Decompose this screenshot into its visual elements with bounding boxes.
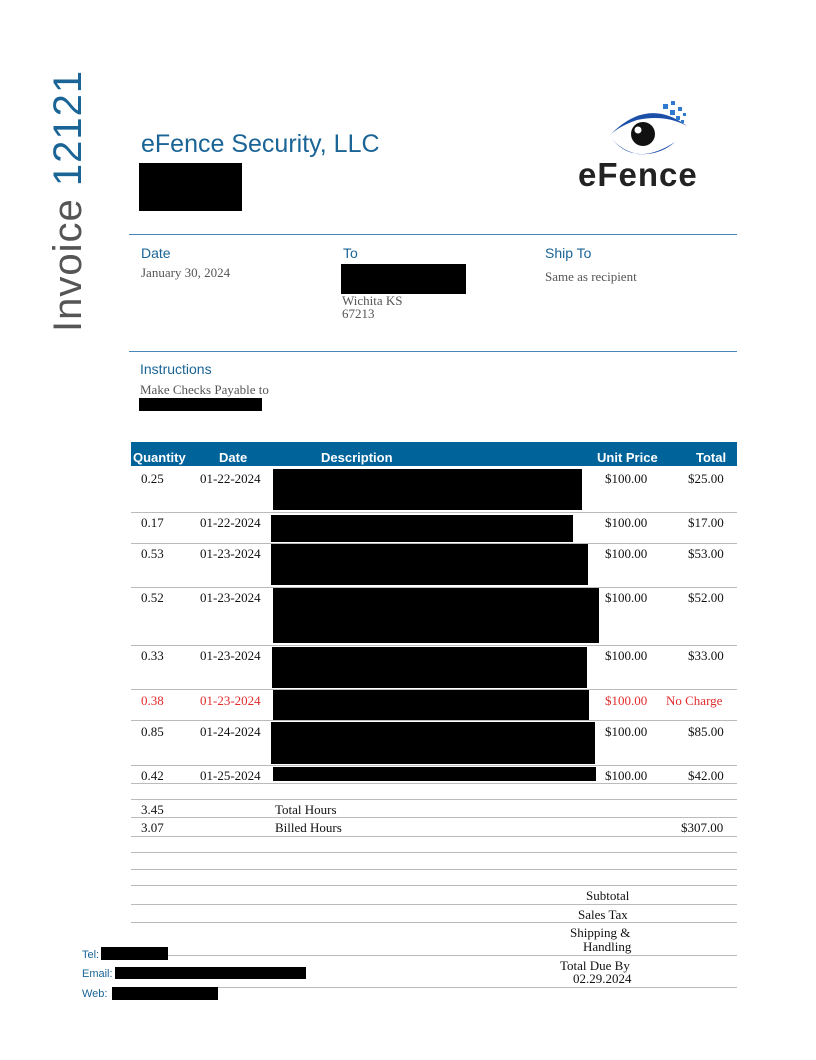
header-description: Description bbox=[321, 450, 393, 465]
row-qty: 0.42 bbox=[141, 768, 164, 783]
row-qty: 0.33 bbox=[141, 648, 164, 663]
billed-hours-total: $307.00 bbox=[681, 820, 724, 835]
redacted-description bbox=[271, 544, 588, 585]
row-qty: 0.38 bbox=[141, 693, 164, 708]
row-qty: 0.85 bbox=[141, 724, 164, 739]
row-date: 01-22-2024 bbox=[200, 471, 261, 486]
row-date: 01-23-2024 bbox=[200, 693, 261, 708]
email-label: Email: bbox=[82, 968, 113, 980]
row-separator bbox=[131, 904, 737, 905]
row-price: $100.00 bbox=[605, 724, 648, 739]
total-due-label: Total Due By bbox=[560, 958, 630, 973]
row-price: $100.00 bbox=[605, 590, 648, 605]
row-total: $25.00 bbox=[688, 471, 724, 486]
web-label: Web: bbox=[82, 988, 108, 1000]
row-total: $33.00 bbox=[688, 648, 724, 663]
subtotal-label: Subtotal bbox=[586, 888, 630, 903]
row-total: $53.00 bbox=[688, 546, 724, 561]
logo-text: eFence bbox=[578, 156, 698, 193]
redacted-description bbox=[273, 690, 589, 720]
row-separator bbox=[131, 512, 737, 513]
redacted-description bbox=[271, 722, 595, 764]
invoice-number: 12121 bbox=[46, 69, 90, 187]
row-price: $100.00 bbox=[605, 471, 648, 486]
header-unit-price: Unit Price bbox=[597, 450, 658, 465]
row-qty: 0.17 bbox=[141, 515, 164, 530]
row-qty: 0.52 bbox=[141, 590, 164, 605]
redacted-payee bbox=[139, 398, 262, 411]
instructions-text: Make Checks Payable to bbox=[140, 382, 269, 397]
ship-to-value: Same as recipient bbox=[545, 269, 637, 284]
row-total: $52.00 bbox=[688, 590, 724, 605]
redacted-description bbox=[272, 647, 587, 688]
ship-to-label: Ship To bbox=[545, 245, 592, 261]
shipping-label-line1: Shipping & bbox=[570, 925, 631, 940]
shipping-label-line2: Handling bbox=[583, 939, 632, 954]
row-separator bbox=[131, 869, 737, 870]
total-due-date: 02.29.2024 bbox=[573, 971, 632, 986]
row-date: 01-25-2024 bbox=[200, 768, 261, 783]
row-total: $85.00 bbox=[688, 724, 724, 739]
row-separator bbox=[131, 955, 737, 956]
row-date: 01-24-2024 bbox=[200, 724, 261, 739]
row-separator bbox=[131, 783, 737, 784]
row-separator bbox=[131, 799, 737, 800]
row-qty: 0.53 bbox=[141, 546, 164, 561]
instructions-label: Instructions bbox=[140, 361, 212, 377]
total-hours-qty: 3.45 bbox=[141, 802, 164, 817]
efence-logo bbox=[575, 98, 735, 194]
redacted-description bbox=[273, 767, 596, 781]
redacted-phone bbox=[101, 947, 168, 960]
row-price: $100.00 bbox=[605, 515, 648, 530]
row-price: $100.00 bbox=[605, 648, 648, 663]
invoice-title bbox=[46, 70, 91, 332]
row-date: 01-22-2024 bbox=[200, 515, 261, 530]
billed-hours-qty: 3.07 bbox=[141, 820, 164, 835]
to-zip: 67213 bbox=[342, 306, 375, 321]
row-price: $100.00 bbox=[605, 768, 648, 783]
row-price: $100.00 bbox=[605, 693, 648, 708]
row-date: 01-23-2024 bbox=[200, 648, 261, 663]
redacted-description bbox=[273, 588, 599, 643]
divider bbox=[129, 351, 737, 352]
to-city-state: Wichita KS bbox=[342, 293, 403, 308]
redacted-email bbox=[115, 967, 306, 979]
divider bbox=[129, 234, 737, 235]
row-date: 01-23-2024 bbox=[200, 546, 261, 561]
row-price: $100.00 bbox=[605, 546, 648, 561]
row-separator bbox=[131, 885, 737, 886]
to-label: To bbox=[343, 245, 358, 261]
row-separator bbox=[131, 922, 737, 923]
date-label: Date bbox=[141, 245, 171, 261]
redacted-company-address bbox=[139, 163, 242, 211]
invoice-word: Invoice bbox=[46, 198, 90, 332]
row-separator bbox=[131, 852, 737, 853]
header-total: Total bbox=[696, 450, 727, 465]
redacted-description bbox=[273, 469, 582, 510]
row-total: $17.00 bbox=[688, 515, 724, 530]
row-qty: 0.25 bbox=[141, 471, 164, 486]
row-separator bbox=[131, 987, 737, 988]
header-quantity: Quantity bbox=[133, 450, 186, 465]
row-total: $42.00 bbox=[688, 768, 724, 783]
sales-tax-label: Sales Tax bbox=[578, 907, 628, 922]
row-separator bbox=[131, 720, 737, 721]
company-name: eFence Security, LLC bbox=[141, 130, 380, 158]
date-value: January 30, 2024 bbox=[141, 265, 231, 280]
redacted-description bbox=[271, 515, 573, 542]
header-date: Date bbox=[219, 450, 248, 465]
row-separator bbox=[131, 645, 737, 646]
row-separator bbox=[131, 836, 737, 837]
tel-label: Tel: bbox=[82, 949, 100, 961]
row-date: 01-23-2024 bbox=[200, 590, 261, 605]
total-hours-label: Total Hours bbox=[275, 802, 337, 817]
row-separator bbox=[131, 765, 737, 766]
redacted-recipient bbox=[341, 264, 466, 294]
row-separator bbox=[131, 817, 737, 818]
row-total-no-charge: No Charge bbox=[666, 693, 723, 708]
redacted-website bbox=[112, 987, 218, 1000]
billed-hours-label: Billed Hours bbox=[275, 820, 342, 835]
